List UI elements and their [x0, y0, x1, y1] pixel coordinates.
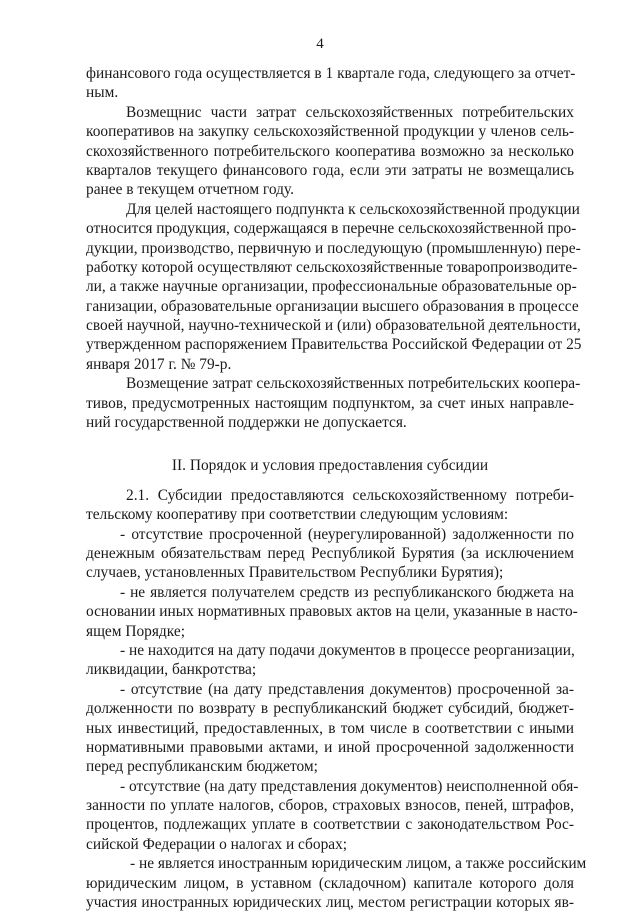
text-line: случаев, установленных Правительством Республики Бурятия);	[86, 564, 504, 582]
text-line: - отсутствие просроченной (неурегулированной) задолженности по	[120, 525, 574, 543]
text-line: - отсутствие (на дату представления документов) просроченной за-	[120, 680, 574, 698]
text-line: - не является получателем средств из республиканского бюджета на	[120, 583, 574, 601]
text-line: ящем Порядке;	[86, 622, 185, 640]
condition-item	[86, 777, 579, 855]
text-line: долженности по возврату в республиканский бюджет субсидий, бюджет-	[86, 700, 574, 718]
text-line: дукции, производство, первичную и последующую (промышленную) пере-	[86, 239, 581, 257]
condition-item	[86, 525, 574, 583]
text-line: тельскому кооперативу при соответствии следующим условиям:	[86, 506, 509, 524]
text-line: ным.	[86, 84, 119, 102]
text-line: сийской Федерации о налогах и сборах;	[86, 835, 348, 853]
text-line: Возмещение затрат сельскохозяйственных потребительских коопера-	[126, 375, 581, 393]
text-line: денежным обязательствам перед Республикой Бурятия (за исключением	[86, 544, 574, 562]
document-body	[86, 64, 587, 912]
text-line: - отсутствие (на дату представления документов) неисполненной обя-	[120, 777, 579, 795]
text-line: ных инвестиций, предоставленных, в том числе в соответствии с иными	[86, 719, 574, 737]
text-line: скохозяйственного потребительского кооператива возможно за несколько	[86, 142, 574, 160]
text-line: Для целей настоящего подпункта к сельскохозяйственной продукции	[126, 200, 580, 218]
text-line: Возмещнис части затрат сельскохозяйственных потребительских	[126, 103, 574, 121]
text-line: финансового года осуществляется в 1 квартале года, следующего за отчет-	[86, 65, 576, 82]
condition-item	[86, 583, 578, 641]
text-line: кварталов текущего финансового года, если эти затраты не возмещались	[86, 161, 574, 179]
text-line: относится продукция, содержащаяся в перечне сельскохозяйственной про-	[86, 220, 577, 238]
text-line: ранее в текущем отчетном году.	[86, 181, 294, 199]
condition-intro	[86, 486, 574, 525]
text-line: утвержденном распоряжением Правительства Российской Федерации от 25	[86, 336, 582, 354]
text-line: юридическим лицом, в уставном (складочном) капитале которого доля	[86, 874, 574, 892]
text-line: кооперативов на закупку сельскохозяйственной продукции у членов сель-	[86, 123, 574, 141]
condition-item	[86, 680, 574, 777]
text-line: января 2017 г. № 79-р.	[86, 355, 232, 373]
section-heading: II. Порядок и условия предоставления субсидии	[171, 457, 489, 475]
text-line: 2.1. Субсидии предоставляются сельскохозяйственному потреби-	[126, 486, 574, 504]
page-number: 4	[316, 36, 324, 52]
condition-item	[86, 641, 574, 680]
condition-item	[86, 854, 587, 912]
text-line: ликвидации, банкротства;	[86, 661, 257, 679]
text-line: работку которой осуществляют сельскохозяйственные товаропроизводите-	[86, 258, 578, 276]
text-line: перед республиканским бюджетом;	[86, 758, 318, 776]
text-line: тивов, предусмотренных настоящим подпунктом, за счет иных направле-	[86, 394, 574, 412]
text-line: участия иностранных юридических лиц, местом регистрации которых яв-	[86, 894, 574, 912]
text-line: - не является иностранным юридическим лицом, а также российским	[130, 855, 587, 873]
text-line: нормативными правовыми актами, и иной просроченной задолженности	[86, 738, 574, 756]
spacer	[86, 432, 574, 448]
paragraph-2	[86, 103, 574, 200]
text-line: ганизации, образовательные организации высшего образования в процессе	[86, 297, 579, 315]
paragraph-1	[86, 64, 574, 103]
text-line: ли, а также научные организации, профессиональные образовательные ор-	[86, 278, 577, 296]
text-line: своей научной, научно-технической и (или) образовательной деятельности,	[86, 317, 581, 335]
paragraph-3	[86, 200, 582, 375]
paragraph-4	[86, 374, 581, 432]
text-line: ний государственной поддержки не допускается.	[86, 414, 407, 432]
text-line: занности по уплате налогов, сборов, страховых взносов, пеней, штрафов,	[86, 797, 574, 815]
text-line: - не находится на дату подачи документов в процессе реорганизации,	[120, 641, 575, 659]
text-line: основании иных нормативных правовых актов на цели, указанные в насто-	[86, 603, 578, 621]
text-line: процентов, подлежащих уплате в соответствии с законодательством Рос-	[86, 816, 574, 834]
